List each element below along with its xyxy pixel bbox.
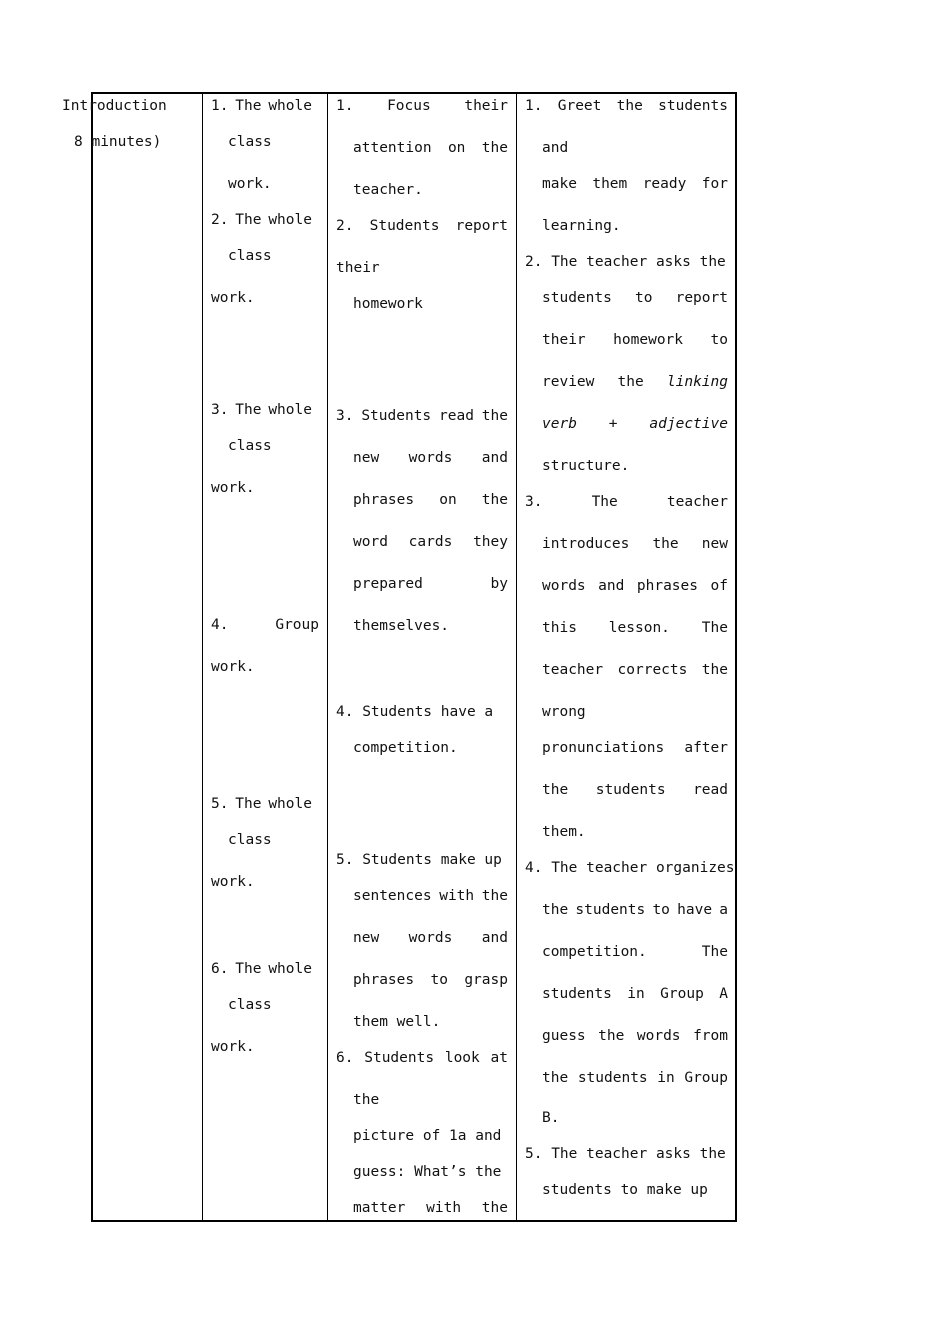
- student-item-6-line2: the: [353, 1092, 380, 1108]
- student-item-5-line3: new words and: [353, 930, 508, 946]
- teacher-item-3-line1: 3. The teacher: [525, 494, 728, 510]
- teacher-item-4-line4: students in Group A: [542, 986, 728, 1002]
- form-item-2-line3: work.: [211, 290, 255, 306]
- student-item-3-line2: new words and: [353, 450, 508, 466]
- student-item-1-line3: teacher.: [353, 182, 423, 198]
- teacher-item-2-line6: structure.: [542, 458, 630, 474]
- form-item-3-line3: work.: [211, 480, 255, 496]
- student-item-6-line5: matter with the: [353, 1200, 508, 1216]
- column-divider: [202, 92, 203, 1222]
- form-item-1-line3: work.: [228, 176, 272, 192]
- teacher-item-1-line1: 1. Greet the students: [525, 98, 728, 114]
- student-item-2-line3: homework: [353, 296, 423, 312]
- form-item-6-line3: work.: [211, 1039, 255, 1055]
- teacher-item-3-line6: wrong: [542, 704, 586, 720]
- form-item-3-line1: 3. The whole: [211, 402, 312, 418]
- teacher-item-2-line3: their homework to: [542, 332, 728, 348]
- teacher-item-4-line1: 4. The teacher organizes: [525, 860, 735, 876]
- student-item-5-line2: sentences with the: [353, 888, 508, 904]
- form-item-5-line2: class: [228, 832, 272, 848]
- student-item-5-line1: 5. Students make up: [336, 852, 502, 868]
- teacher-item-4-line3: competition. The: [542, 944, 728, 960]
- teacher-item-2-line1: 2. The teacher asks the: [525, 254, 726, 270]
- form-item-3-line2: class: [228, 438, 272, 454]
- student-item-3-line6: themselves.: [353, 618, 450, 634]
- teacher-item-3-line3: words and phrases of: [542, 578, 728, 594]
- form-item-2-line1: 2. The whole: [211, 212, 312, 228]
- stage-title: Introduction: [62, 98, 167, 114]
- teacher-item-3-line9: them.: [542, 824, 586, 840]
- teacher-item-3-line8: the students read: [542, 782, 728, 798]
- teacher-item-2-line2: students to report: [542, 290, 728, 306]
- teacher-item-1-line2: and: [542, 140, 569, 156]
- teacher-item-3-line2: introduces the new: [542, 536, 728, 552]
- form-item-2-line2: class: [228, 248, 272, 264]
- teacher-item-1-line4: learning.: [542, 218, 621, 234]
- form-item-5-line1: 5. The whole: [211, 796, 312, 812]
- student-item-3-line5: prepared by: [353, 576, 508, 592]
- teacher-item-4-line5: guess the words from: [542, 1028, 728, 1044]
- student-item-5-line5: them well.: [353, 1014, 441, 1030]
- teacher-item-3-line5: teacher corrects the: [542, 662, 728, 678]
- student-item-3-line1: 3. Students read the: [336, 408, 508, 424]
- teacher-item-4-line7: B.: [542, 1110, 560, 1126]
- student-item-5-line4: phrases to grasp: [353, 972, 508, 988]
- teacher-item-3-line7: pronunciations after: [542, 740, 728, 756]
- student-item-2-line1: 2. Students report: [336, 218, 508, 234]
- student-item-4-line1: 4. Students have a: [336, 704, 494, 720]
- form-item-5-line3: work.: [211, 874, 255, 890]
- form-item-1-line2: class: [228, 134, 272, 150]
- form-item-4-line2: work.: [211, 659, 255, 675]
- student-item-1-line2: attention on the: [353, 140, 508, 156]
- stage-duration: 8 minutes): [74, 134, 162, 150]
- teacher-item-5-line2: students to make up: [542, 1182, 708, 1198]
- form-item-4-line1: 4. Group: [211, 617, 319, 633]
- teacher-item-5-line1: 5. The teacher asks the: [525, 1146, 726, 1162]
- teacher-item-1-line3: make them ready for: [542, 176, 728, 192]
- teacher-item-2-line5: verb + adjective: [542, 416, 728, 432]
- student-item-3-line3: phrases on the: [353, 492, 508, 508]
- student-item-1-line1: 1. Focus their: [336, 98, 508, 114]
- form-item-6-line1: 6. The whole: [211, 961, 312, 977]
- student-item-4-line2: competition.: [353, 740, 458, 756]
- student-item-3-line4: word cards they: [353, 534, 508, 550]
- teacher-item-4-line2: the students to have a: [542, 902, 728, 918]
- student-item-6-line3: picture of 1a and: [353, 1128, 502, 1144]
- teacher-item-3-line4: this lesson. The: [542, 620, 728, 636]
- form-item-1-line1: 1. The whole: [211, 98, 312, 114]
- student-item-6-line4: guess: What’s the: [353, 1164, 502, 1180]
- teacher-item-2-line4: review the linking: [542, 374, 728, 390]
- student-item-6-line1: 6. Students look at: [336, 1050, 508, 1066]
- column-divider: [516, 92, 517, 1222]
- column-divider: [327, 92, 328, 1222]
- teacher-item-4-line6: the students in Group: [542, 1070, 728, 1086]
- student-item-2-line2: their: [336, 260, 380, 276]
- form-item-6-line2: class: [228, 997, 272, 1013]
